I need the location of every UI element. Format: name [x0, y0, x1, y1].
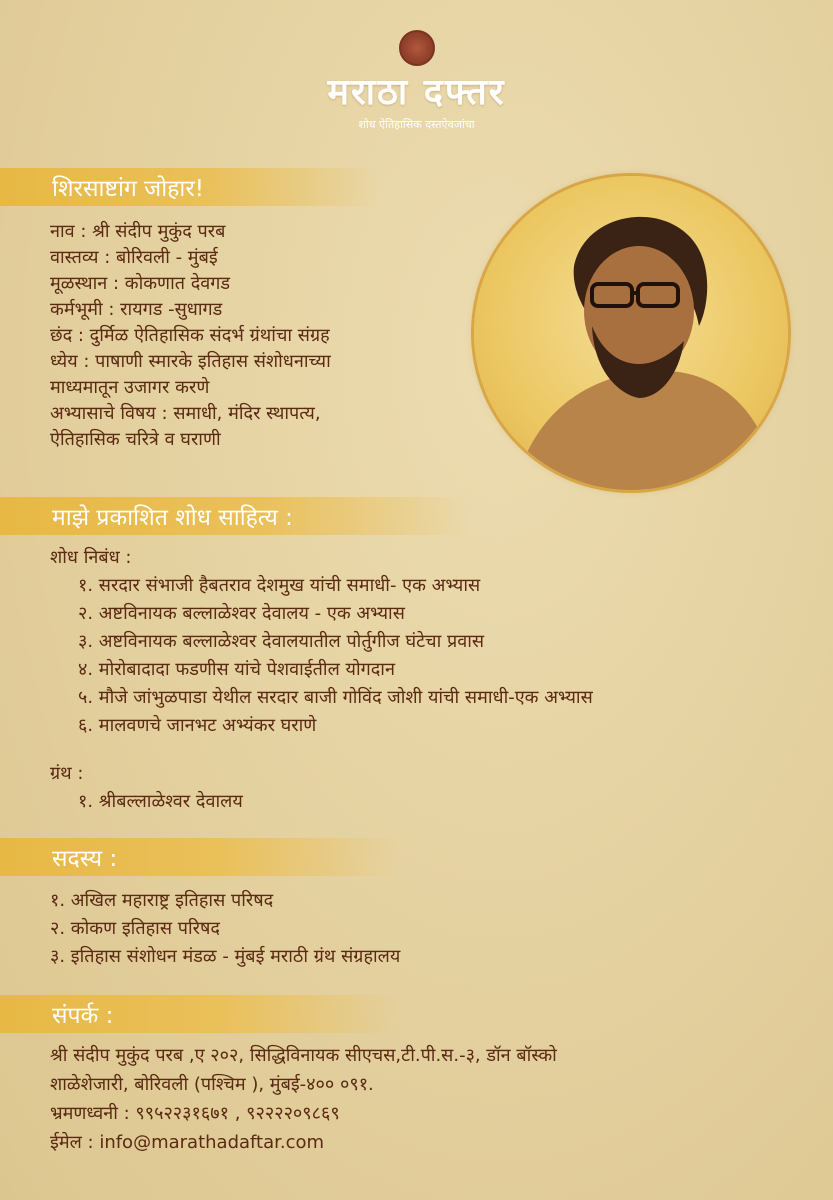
intro-heading: शिरसाष्टांग जोहार!	[52, 176, 204, 202]
intro-line: ध्येय : पाषाणी स्मारके इतिहास संशोधनाच्या	[50, 351, 331, 372]
intro-line: कर्मभूमी : रायगड -सुधागड	[50, 299, 223, 320]
intro-heading-band	[0, 168, 380, 206]
contact-email[interactable]: ईमेल : info@marathadaftar.com	[50, 1132, 325, 1153]
intro-line: ऐतिहासिक चरित्रे व घराणी	[50, 429, 221, 450]
brand-logo: मराठा दफ्तर	[327, 71, 506, 113]
membership-item: १. अखिल महाराष्ट्र इतिहास परिषद	[50, 890, 274, 911]
intro-line: माध्यमातून उजागर करणे	[50, 377, 210, 398]
paper-item: १. सरदार संभाजी हैबतराव देशमुख यांची समाधी- एक अभ्यास	[78, 575, 481, 596]
intro-details	[50, 219, 331, 453]
header	[0, 30, 833, 132]
publications-heading-band	[0, 497, 470, 535]
membership-heading: सदस्य :	[52, 846, 118, 872]
membership-item: ३. इतिहास संशोधन मंडळ - मुंबई मराठी ग्रंथ संग्रहालय	[50, 946, 401, 967]
intro-line: नाव : श्री संदीप मुकुंद परब	[50, 221, 226, 242]
paper-item: ४. मोरोबादादा फडणीस यांचे पेशवाईतील योगदान	[78, 659, 395, 680]
intro-line: मूळस्थान : कोकणात देवगड	[50, 273, 231, 294]
papers-label: शोध निबंध :	[50, 547, 132, 568]
membership-list	[50, 888, 400, 970]
publications-list	[50, 545, 593, 815]
seal-logo-icon	[399, 30, 435, 66]
papers-list	[50, 573, 593, 739]
paper-item: ५. मौजे जांभुळपाडा येथील सरदार बाजी गोविंद जोशी यांची समाधी-एक अभ्यास	[78, 687, 593, 708]
paper-item: ६. मालवणचे जानभट अभ्यंकर घराणे	[78, 715, 317, 736]
paper-item: २. अष्टविनायक बल्लाळेश्वर देवालय - एक अभ्यास	[78, 603, 405, 624]
membership-item: २. कोकण इतिहास परिषद	[50, 918, 220, 939]
contact-heading: संपर्क :	[52, 1003, 114, 1029]
membership-heading-band	[0, 838, 400, 876]
contact-address-line: शाळेशेजारी, बोरिवली (पश्चिम ), मुंबई-४०० ०९१.	[50, 1074, 374, 1095]
profile-portrait	[474, 176, 788, 490]
books-list	[50, 789, 593, 815]
portrait-illustration	[474, 176, 788, 490]
intro-line: अभ्यासाचे विषय : समाधी, मंदिर स्थापत्य,	[50, 403, 321, 424]
brand-tagline: शोध ऐतिहासिक दस्तऐवजांचा	[358, 118, 475, 131]
paper-item: ३. अष्टविनायक बल्लाळेश्वर देवालयातील पोर्तुगीज घंटेचा प्रवास	[78, 631, 485, 652]
book-item: १. श्रीबल्लाळेश्वर देवालय	[78, 791, 243, 812]
contact-heading-band	[0, 995, 400, 1033]
books-label: ग्रंथ :	[50, 763, 84, 784]
contact-details	[50, 1043, 557, 1156]
publications-heading: माझे प्रकाशित शोध साहित्य :	[52, 505, 293, 531]
contact-phone: भ्रमणध्वनी : ९९५२२३१६७१ , ९२२२२०९८६९	[50, 1103, 340, 1124]
contact-address-line: श्री संदीप मुकुंद परब ,ए २०२, सिद्धिविनायक सीएचस,टी.पी.स.-३, डॉन बॉस्को	[50, 1045, 557, 1066]
intro-line: वास्तव्य : बोरिवली - मुंबई	[50, 247, 218, 268]
intro-line: छंद : दुर्मिळ ऐतिहासिक संदर्भ ग्रंथांचा संग्रह	[50, 325, 330, 346]
